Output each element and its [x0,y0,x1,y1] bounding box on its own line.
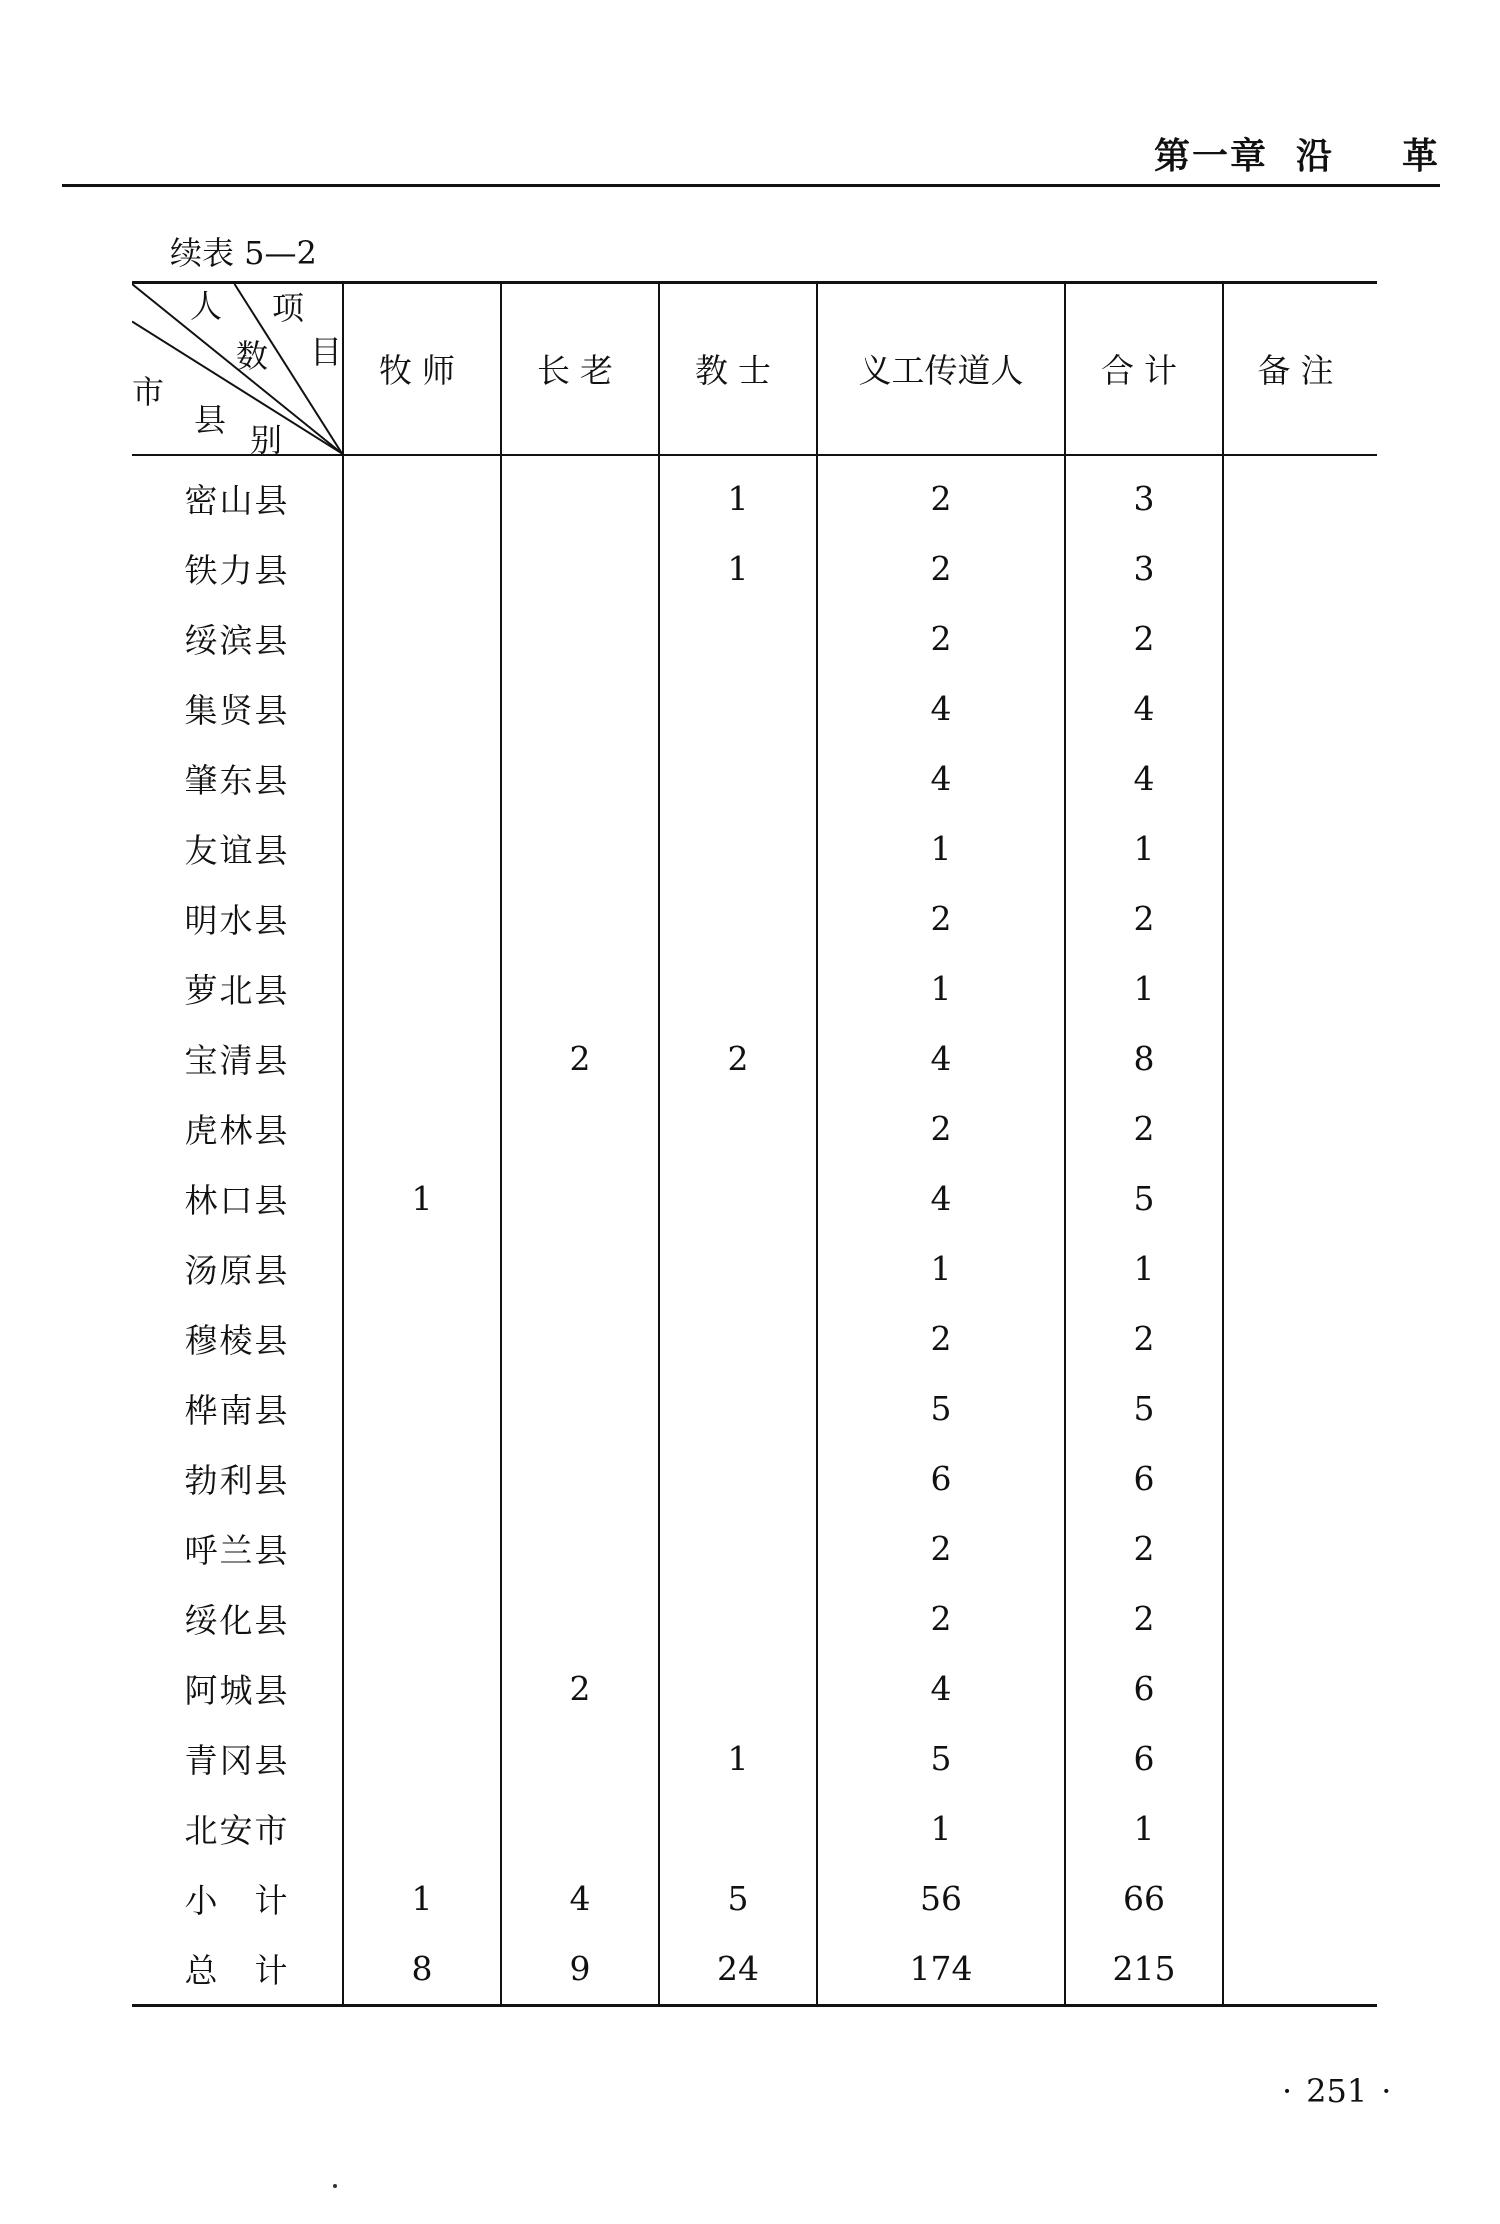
row-name: 阿城县 [184,1671,290,1710]
row-name: 林口县 [184,1181,290,1220]
ink-speck [333,2184,337,2188]
cell-remarks [1223,1024,1377,1094]
row-name: 宝清县 [184,1041,290,1080]
cell-elder [501,1794,659,1864]
table-row [132,604,1377,674]
cell-pastor [343,884,501,954]
cell-elder: 9 [501,1934,659,2006]
cell-total: 2 [1065,1094,1223,1164]
cell-volunteer-preacher: 2 [817,534,1065,604]
column-header-total: 合计 [1065,283,1223,455]
column-header-elder: 长老 [501,283,659,455]
cell-total: 1 [1065,1794,1223,1864]
cell-remarks [1223,1794,1377,1864]
table-row [132,814,1377,884]
cell-elder [501,1584,659,1654]
cell-pastor: 8 [343,1934,501,2006]
cell-elder [501,954,659,1024]
cell-pastor: 1 [343,1164,501,1234]
table-row [132,1164,1377,1234]
cell-elder [501,604,659,674]
cell-missionary [659,814,817,884]
cell-volunteer-preacher: 2 [817,604,1065,674]
cell-missionary [659,1234,817,1304]
table-row [132,1094,1377,1164]
cell-remarks [1223,534,1377,604]
cell-pastor [343,604,501,674]
cell-missionary [659,604,817,674]
corner-label-mu: 目 [310,333,343,371]
cell-total: 1 [1065,1234,1223,1304]
cell-remarks [1223,884,1377,954]
row-name: 汤原县 [184,1251,290,1290]
cell-total: 2 [1065,884,1223,954]
chapter-label: 第一章 [1153,136,1268,177]
cell-pastor [343,1374,501,1444]
cell-remarks [1223,674,1377,744]
cell-total: 4 [1065,674,1223,744]
cell-pastor [343,744,501,814]
cell-volunteer-preacher: 4 [817,1024,1065,1094]
chapter-title-char-1: 沿 [1295,136,1334,177]
cell-remarks [1223,1304,1377,1374]
cell-remarks [1223,1094,1377,1164]
cell-pastor [343,1304,501,1374]
cell-missionary: 24 [659,1934,817,2006]
table-row [132,674,1377,744]
table-row [132,1444,1377,1514]
cell-remarks [1223,1864,1377,1934]
cell-missionary [659,674,817,744]
cell-pastor [343,1654,501,1724]
statistics-table [132,281,1377,2007]
cell-remarks [1223,1374,1377,1444]
cell-volunteer-preacher: 2 [817,1094,1065,1164]
cell-pastor [343,1024,501,1094]
corner-header-cell [132,283,343,459]
table-row [132,1304,1377,1374]
cell-missionary [659,884,817,954]
cell-total: 3 [1065,534,1223,604]
cell-volunteer-preacher: 2 [817,884,1065,954]
cell-volunteer-preacher: 2 [817,1514,1065,1584]
cell-total: 5 [1065,1374,1223,1444]
cell-total: 2 [1065,1584,1223,1654]
cell-remarks [1223,1654,1377,1724]
page-number-dot-right: · [1381,2072,1392,2110]
row-name: 密山县 [184,481,290,520]
cell-remarks [1223,455,1377,534]
cell-volunteer-preacher: 2 [817,1584,1065,1654]
cell-remarks [1223,1164,1377,1234]
cell-total: 8 [1065,1024,1223,1094]
corner-label-bie: 别 [250,421,283,459]
cell-elder: 4 [501,1864,659,1934]
cell-missionary: 5 [659,1864,817,1934]
row-name: 呼兰县 [184,1531,290,1570]
row-name: 青冈县 [184,1741,290,1780]
cell-remarks [1223,814,1377,884]
cell-elder [501,674,659,744]
table-row [132,455,1377,534]
cell-pastor [343,1724,501,1794]
cell-volunteer-preacher: 4 [817,1164,1065,1234]
column-header-remarks: 备注 [1223,283,1377,455]
row-name: 明水县 [184,901,290,940]
cell-pastor [343,1444,501,1514]
cell-missionary [659,1374,817,1444]
corner-label-xian: 县 [194,401,227,439]
cell-missionary [659,1444,817,1514]
table-row [132,1024,1377,1094]
row-name: 铁力县 [184,551,290,590]
chapter-title-char-2: 革 [1401,136,1440,177]
table-row [132,1514,1377,1584]
cell-missionary [659,744,817,814]
header-row [132,283,1377,455]
cell-elder [501,884,659,954]
row-name: 北安市 [184,1811,290,1850]
cell-total: 6 [1065,1444,1223,1514]
cell-missionary: 1 [659,455,817,534]
row-name: 萝北县 [184,971,290,1010]
cell-missionary [659,1654,817,1724]
table-row [132,1724,1377,1794]
cell-volunteer-preacher: 56 [817,1864,1065,1934]
cell-elder [501,1164,659,1234]
cell-total: 66 [1065,1864,1223,1934]
cell-missionary [659,1584,817,1654]
cell-pastor [343,674,501,744]
cell-missionary: 1 [659,1724,817,1794]
cell-remarks [1223,1514,1377,1584]
row-name: 穆棱县 [184,1321,290,1360]
table-row [132,884,1377,954]
corner-label-xiang: 项 [272,289,305,327]
cell-elder [501,1094,659,1164]
cell-total: 1 [1065,954,1223,1024]
row-name: 勃利县 [184,1461,290,1500]
cell-total: 6 [1065,1654,1223,1724]
page-number-value: 251 [1306,2072,1368,2110]
cell-remarks [1223,1444,1377,1514]
table-caption: 续表 5—2 [170,234,317,272]
cell-elder [501,1234,659,1304]
table-row [132,534,1377,604]
cell-total: 5 [1065,1164,1223,1234]
table-row [132,1234,1377,1304]
table-row [132,1654,1377,1724]
cell-pastor [343,1514,501,1584]
cell-pastor [343,1794,501,1864]
cell-elder [501,1724,659,1794]
cell-missionary [659,1514,817,1584]
cell-pastor [343,954,501,1024]
row-name: 小 计 [184,1881,290,1920]
row-name: 绥滨县 [184,621,290,660]
cell-volunteer-preacher: 4 [817,1654,1065,1724]
cell-total: 2 [1065,1304,1223,1374]
cell-elder [501,744,659,814]
cell-total: 1 [1065,814,1223,884]
cell-volunteer-preacher: 5 [817,1374,1065,1444]
cell-volunteer-preacher: 1 [817,1234,1065,1304]
cell-remarks [1223,744,1377,814]
column-header-volunteer-preacher: 义工传道人 [817,283,1065,455]
cell-elder [501,455,659,534]
cell-missionary [659,1794,817,1864]
table-row [132,954,1377,1024]
row-name: 总 计 [132,1934,343,2006]
row-name: 绥化县 [184,1601,290,1640]
cell-volunteer-preacher: 4 [817,674,1065,744]
cell-missionary [659,1304,817,1374]
cell-pastor [343,1094,501,1164]
cell-volunteer-preacher: 1 [817,954,1065,1024]
cell-elder [501,534,659,604]
cell-elder: 2 [501,1024,659,1094]
cell-volunteer-preacher: 1 [817,814,1065,884]
corner-label-shu: 数 [236,337,269,375]
cell-pastor [343,814,501,884]
corner-label-ren: 人 [190,287,223,325]
cell-pastor [343,1584,501,1654]
row-name: 肇东县 [184,761,290,800]
cell-pastor [343,1234,501,1304]
cell-volunteer-preacher: 2 [817,455,1065,534]
page-number-dot-left: · [1282,2072,1293,2110]
cell-volunteer-preacher: 4 [817,744,1065,814]
cell-elder [501,1514,659,1584]
cell-elder [501,1304,659,1374]
header-rule [62,184,1440,187]
row-name: 集贤县 [184,691,290,730]
cell-elder [501,1444,659,1514]
cell-remarks [1223,604,1377,674]
cell-volunteer-preacher: 1 [817,1794,1065,1864]
cell-remarks [1223,1934,1377,2006]
cell-total: 3 [1065,455,1223,534]
column-header-pastor: 牧师 [343,283,501,455]
table-row [132,744,1377,814]
page-number [1282,2072,1391,2110]
cell-remarks [1223,1234,1377,1304]
cell-total: 2 [1065,1514,1223,1584]
row-name: 桦南县 [184,1391,290,1430]
table-row [132,1584,1377,1654]
running-head [1154,128,1440,179]
cell-missionary [659,1164,817,1234]
cell-volunteer-preacher: 174 [817,1934,1065,2006]
cell-total: 4 [1065,744,1223,814]
cell-missionary [659,1094,817,1164]
cell-volunteer-preacher: 5 [817,1724,1065,1794]
table-row [132,1374,1377,1444]
cell-elder [501,1374,659,1444]
row-name: 虎林县 [184,1111,290,1150]
subtotal-row [132,1864,1377,1934]
grand-total-row [132,1934,1377,2006]
column-header-missionary: 教士 [659,283,817,455]
cell-missionary: 2 [659,1024,817,1094]
cell-remarks [1223,1584,1377,1654]
corner-label-shi: 市 [132,373,165,411]
cell-elder: 2 [501,1654,659,1724]
cell-pastor: 1 [343,1864,501,1934]
cell-remarks [1223,1724,1377,1794]
cell-volunteer-preacher: 2 [817,1304,1065,1374]
cell-pastor [343,534,501,604]
cell-total: 215 [1065,1934,1223,2006]
cell-missionary [659,954,817,1024]
cell-total: 2 [1065,604,1223,674]
cell-volunteer-preacher: 6 [817,1444,1065,1514]
cell-remarks [1223,954,1377,1024]
cell-missionary: 1 [659,534,817,604]
row-name: 友谊县 [184,831,290,870]
table-row [132,1794,1377,1864]
cell-pastor [343,455,501,534]
cell-total: 6 [1065,1724,1223,1794]
cell-elder [501,814,659,884]
